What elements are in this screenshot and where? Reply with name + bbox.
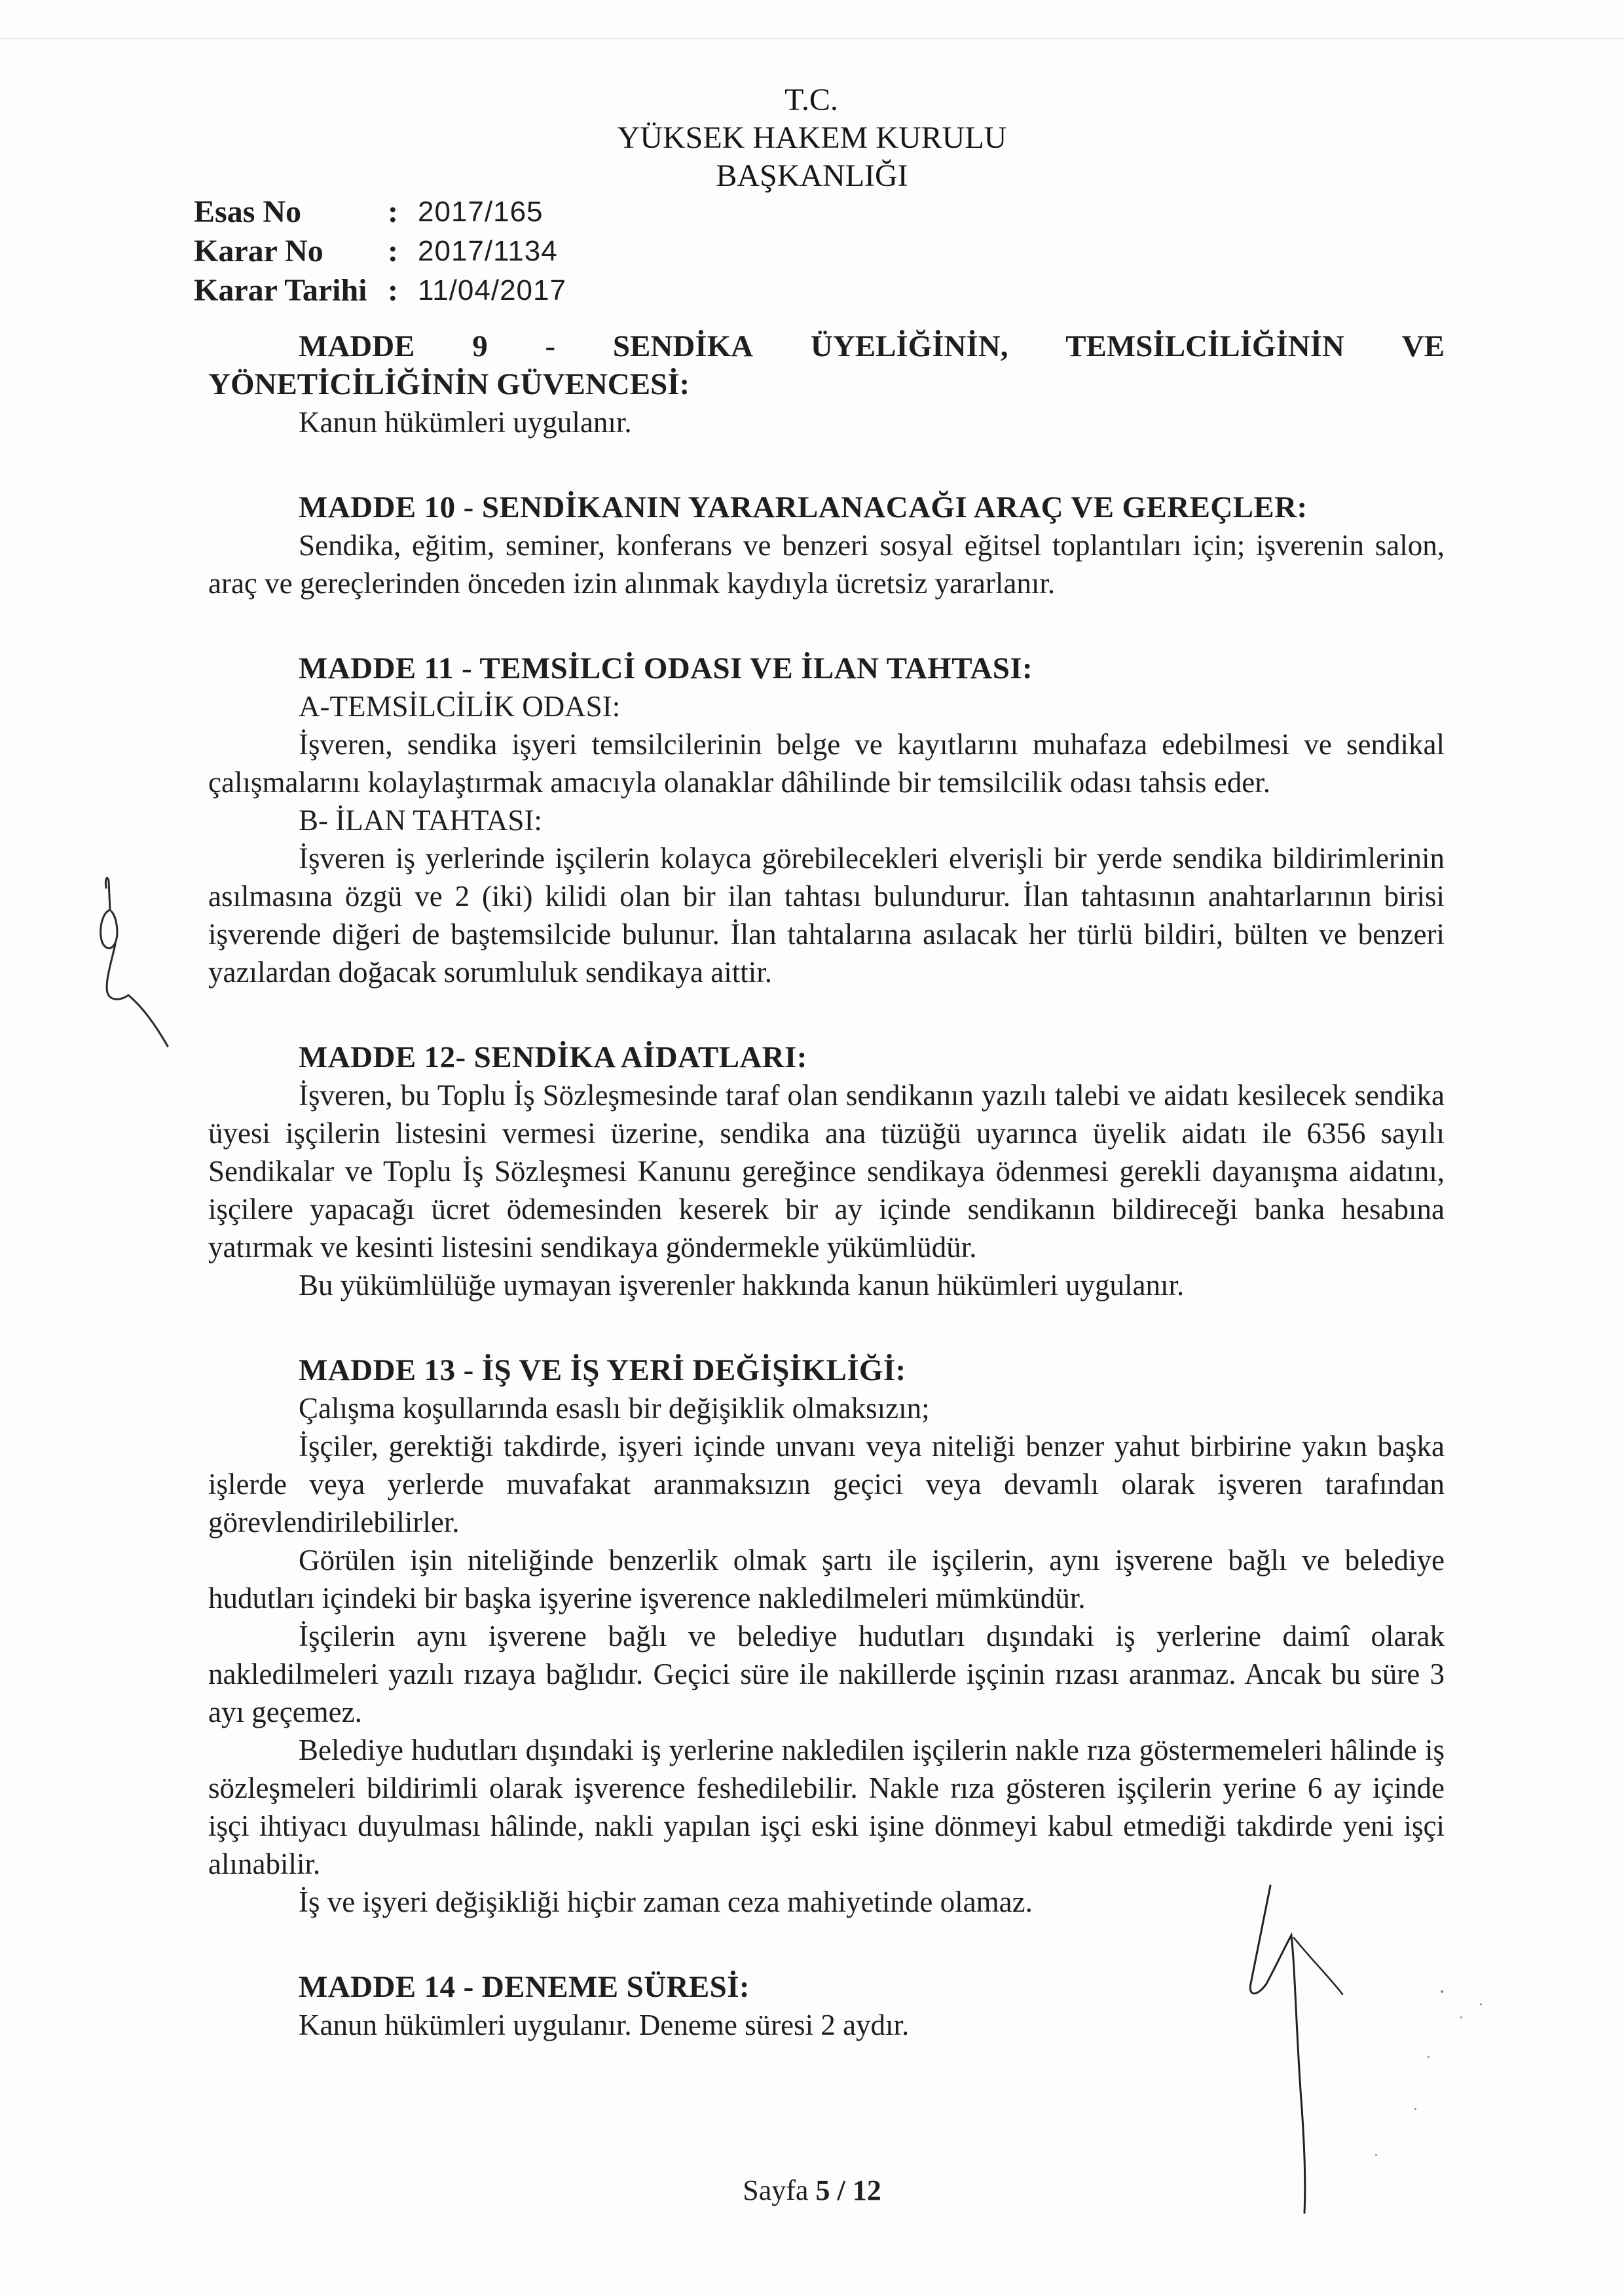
madde9-word-number: 9 xyxy=(472,329,488,363)
stamp-speck xyxy=(1414,2108,1416,2110)
madde9-word-ve: VE xyxy=(1401,329,1445,363)
madde13-text2: İşçiler, gerektiği takdirde, işyeri içinde unvanı veya niteliği benzer yahut birbirine yakın başka işlerde veya yerlerde muvafakat aranmaksızın geçici veya devamlı olarak işveren tarafından görevlendirilebilirler. xyxy=(208,1430,1445,1539)
madde9-heading-line2: YÖNETİCİLİĞİNİN GÜVENCESİ: xyxy=(208,367,690,401)
document-header xyxy=(0,81,1624,195)
madde13-text6: İş ve işyeri değişikliği hiçbir zaman ceza mahiyetinde olamaz. xyxy=(299,1886,1033,1918)
madde11-text-b: İşveren iş yerlerinde işçilerin kolayca görebilecekleri elverişli bir yerde sendika bildirimlerinin asılmasına özgü ve 2 (iki) kilidi olan bir ilan tahtası bulundurur. İlan tahtasının anahtarlarının birisi işverende diğeri de baştemsilcide bulunur. İlan tahtalarına asılacak her türlü bildiri, bülten ve benzeri yazılardan doğacak sorumluluk sendikaya aittir. xyxy=(208,842,1445,989)
madde12-text1: İşveren, bu Toplu İş Sözleşmesinde taraf olan sendikanın yazılı talebi ve aidatı kesilecek sendika üyesi işçilerin listesini vermesi üzerine, sendika ana tüzüğü uyarınca üyelik aidatı ile 6356 sayılı Sendikalar ve Toplu İş Sözleşmesi Kanunu gereğince sendikaya ödenmesi gerekli dayanışma aidatını, işçilere yapacağı ücret ödemesinden keserek bir ay içinde sendikanın bildireceği banka hesabına yatırmak ve kesinti listesini sendikaya göndermekle yükümlüdür. xyxy=(208,1079,1445,1264)
esas-value: 2017/165 xyxy=(418,196,544,228)
footer-page-number: 5 / 12 xyxy=(815,2174,881,2206)
stamp-speck xyxy=(1460,2016,1462,2018)
madde11-sub-b: B- İLAN TAHTASI: xyxy=(299,804,542,837)
footer-prefix: Sayfa xyxy=(743,2174,809,2206)
esas-colon: : xyxy=(388,194,398,229)
madde9-word-sendika: SENDİKA xyxy=(612,329,754,363)
madde9-word-uyeligi: ÜYELİĞİNİN, xyxy=(810,329,1008,363)
header-institution: YÜKSEK HAKEM KURULU xyxy=(617,120,1007,155)
madde13-text4: İşçilerin aynı işverene bağlı ve belediye hudutları dışındaki iş yerlerine daimî olarak nakledilmeleri yazılı rızaya bağlıdır. Geçici süre ile nakillerde işçinin rızası aranmaz. Ancak bu süre 3 ayı geçemez. xyxy=(208,1620,1445,1728)
case-metadata xyxy=(194,192,566,310)
madde11-text-a: İşveren, sendika işyeri temsilcilerinin belge ve kayıtlarını muhafaza edebilmesi ve sendikal çalışmalarını kolaylaştırmak amacıyla olanaklar dâhilinde bir temsilcilik odası tahsis eder. xyxy=(208,728,1445,799)
scan-edge-line xyxy=(0,38,1624,39)
madde11-sub-a: A-TEMSİLCİLİK ODASI: xyxy=(299,690,621,723)
madde9-word-dash: - xyxy=(545,329,556,363)
header-tc: T.C. xyxy=(784,82,838,117)
madde13-text5: Belediye hudutları dışındaki iş yerlerine nakledilen işçilerin nakle rıza göstermemeleri hâlinde iş sözleşmeleri bildirimli olarak işverence feshedilebilir. Nakle rıza gösteren işçilerin yerine 6 ay içinde işçi ihtiyacı duyulması hâlinde, nakli yapılan işçi eski işine dönmeyi kabul etmediği takdirde yeni işçi alınabilir. xyxy=(208,1734,1445,1880)
madde12-heading: MADDE 12- SENDİKA AİDATLARI: xyxy=(299,1040,807,1074)
tarih-colon: : xyxy=(388,273,398,308)
stamp-speck xyxy=(1375,2154,1377,2156)
handwritten-initial-left xyxy=(85,871,183,1054)
tarih-value: 11/04/2017 xyxy=(418,274,566,306)
madde11-heading: MADDE 11 - TEMSİLCİ ODASI VE İLAN TAHTASI: xyxy=(299,651,1033,685)
madde13-text3: Görülen işin niteliğinde benzerlik olmak şartı ile işçilerin, aynı işverene bağlı ve belediye hudutları içindeki bir başka işyerine işverence nakledilmeleri mümkündür. xyxy=(208,1544,1445,1614)
karar-colon: : xyxy=(388,234,398,268)
karar-label: Karar No xyxy=(194,234,323,268)
madde10-heading: MADDE 10 - SENDİKANIN YARARLANACAĞI ARAÇ VE GEREÇLER: xyxy=(299,490,1308,524)
esas-label: Esas No xyxy=(194,194,302,229)
madde10-text: Sendika, eğitim, seminer, konferans ve benzeri sosyal eğitsel toplantıları için; işverenin salon, araç ve gereçlerinden önceden izin alınmak kaydıyla ücretsiz yararlanır. xyxy=(208,529,1445,600)
madde9-heading-line1 xyxy=(208,327,1445,365)
madde9-word-madde: MADDE xyxy=(299,329,415,363)
stamp-speck xyxy=(1480,2003,1482,2005)
page-footer xyxy=(0,2172,1624,2209)
tarih-row xyxy=(194,271,566,310)
document-body xyxy=(208,327,1445,2044)
madde13-heading: MADDE 13 - İŞ VE İŞ YERİ DEĞİŞİKLİĞİ: xyxy=(299,1353,906,1387)
madde12-text2: Bu yükümlülüğe uymayan işverenler hakkında kanun hükümleri uygulanır. xyxy=(299,1269,1185,1302)
header-office: BAŞKANLIĞI xyxy=(716,158,908,193)
madde9-word-temsilciligi: TEMSİLCİLİĞİNİN xyxy=(1065,329,1344,363)
stamp-speck xyxy=(1428,2056,1430,2058)
esas-row xyxy=(194,192,566,232)
madde9-text: Kanun hükümleri uygulanır. xyxy=(299,406,632,439)
karar-row xyxy=(194,232,566,271)
madde13-text1: Çalışma koşullarında esaslı bir değişiklik olmaksızın; xyxy=(299,1392,930,1425)
tarih-label: Karar Tarihi xyxy=(194,273,367,308)
karar-value: 2017/1134 xyxy=(418,235,558,267)
stamp-speck xyxy=(1441,1990,1443,1993)
madde14-heading: MADDE 14 - DENEME SÜRESİ: xyxy=(299,1970,750,2004)
madde14-text: Kanun hükümleri uygulanır. Deneme süresi 2 aydır. xyxy=(299,2009,910,2041)
